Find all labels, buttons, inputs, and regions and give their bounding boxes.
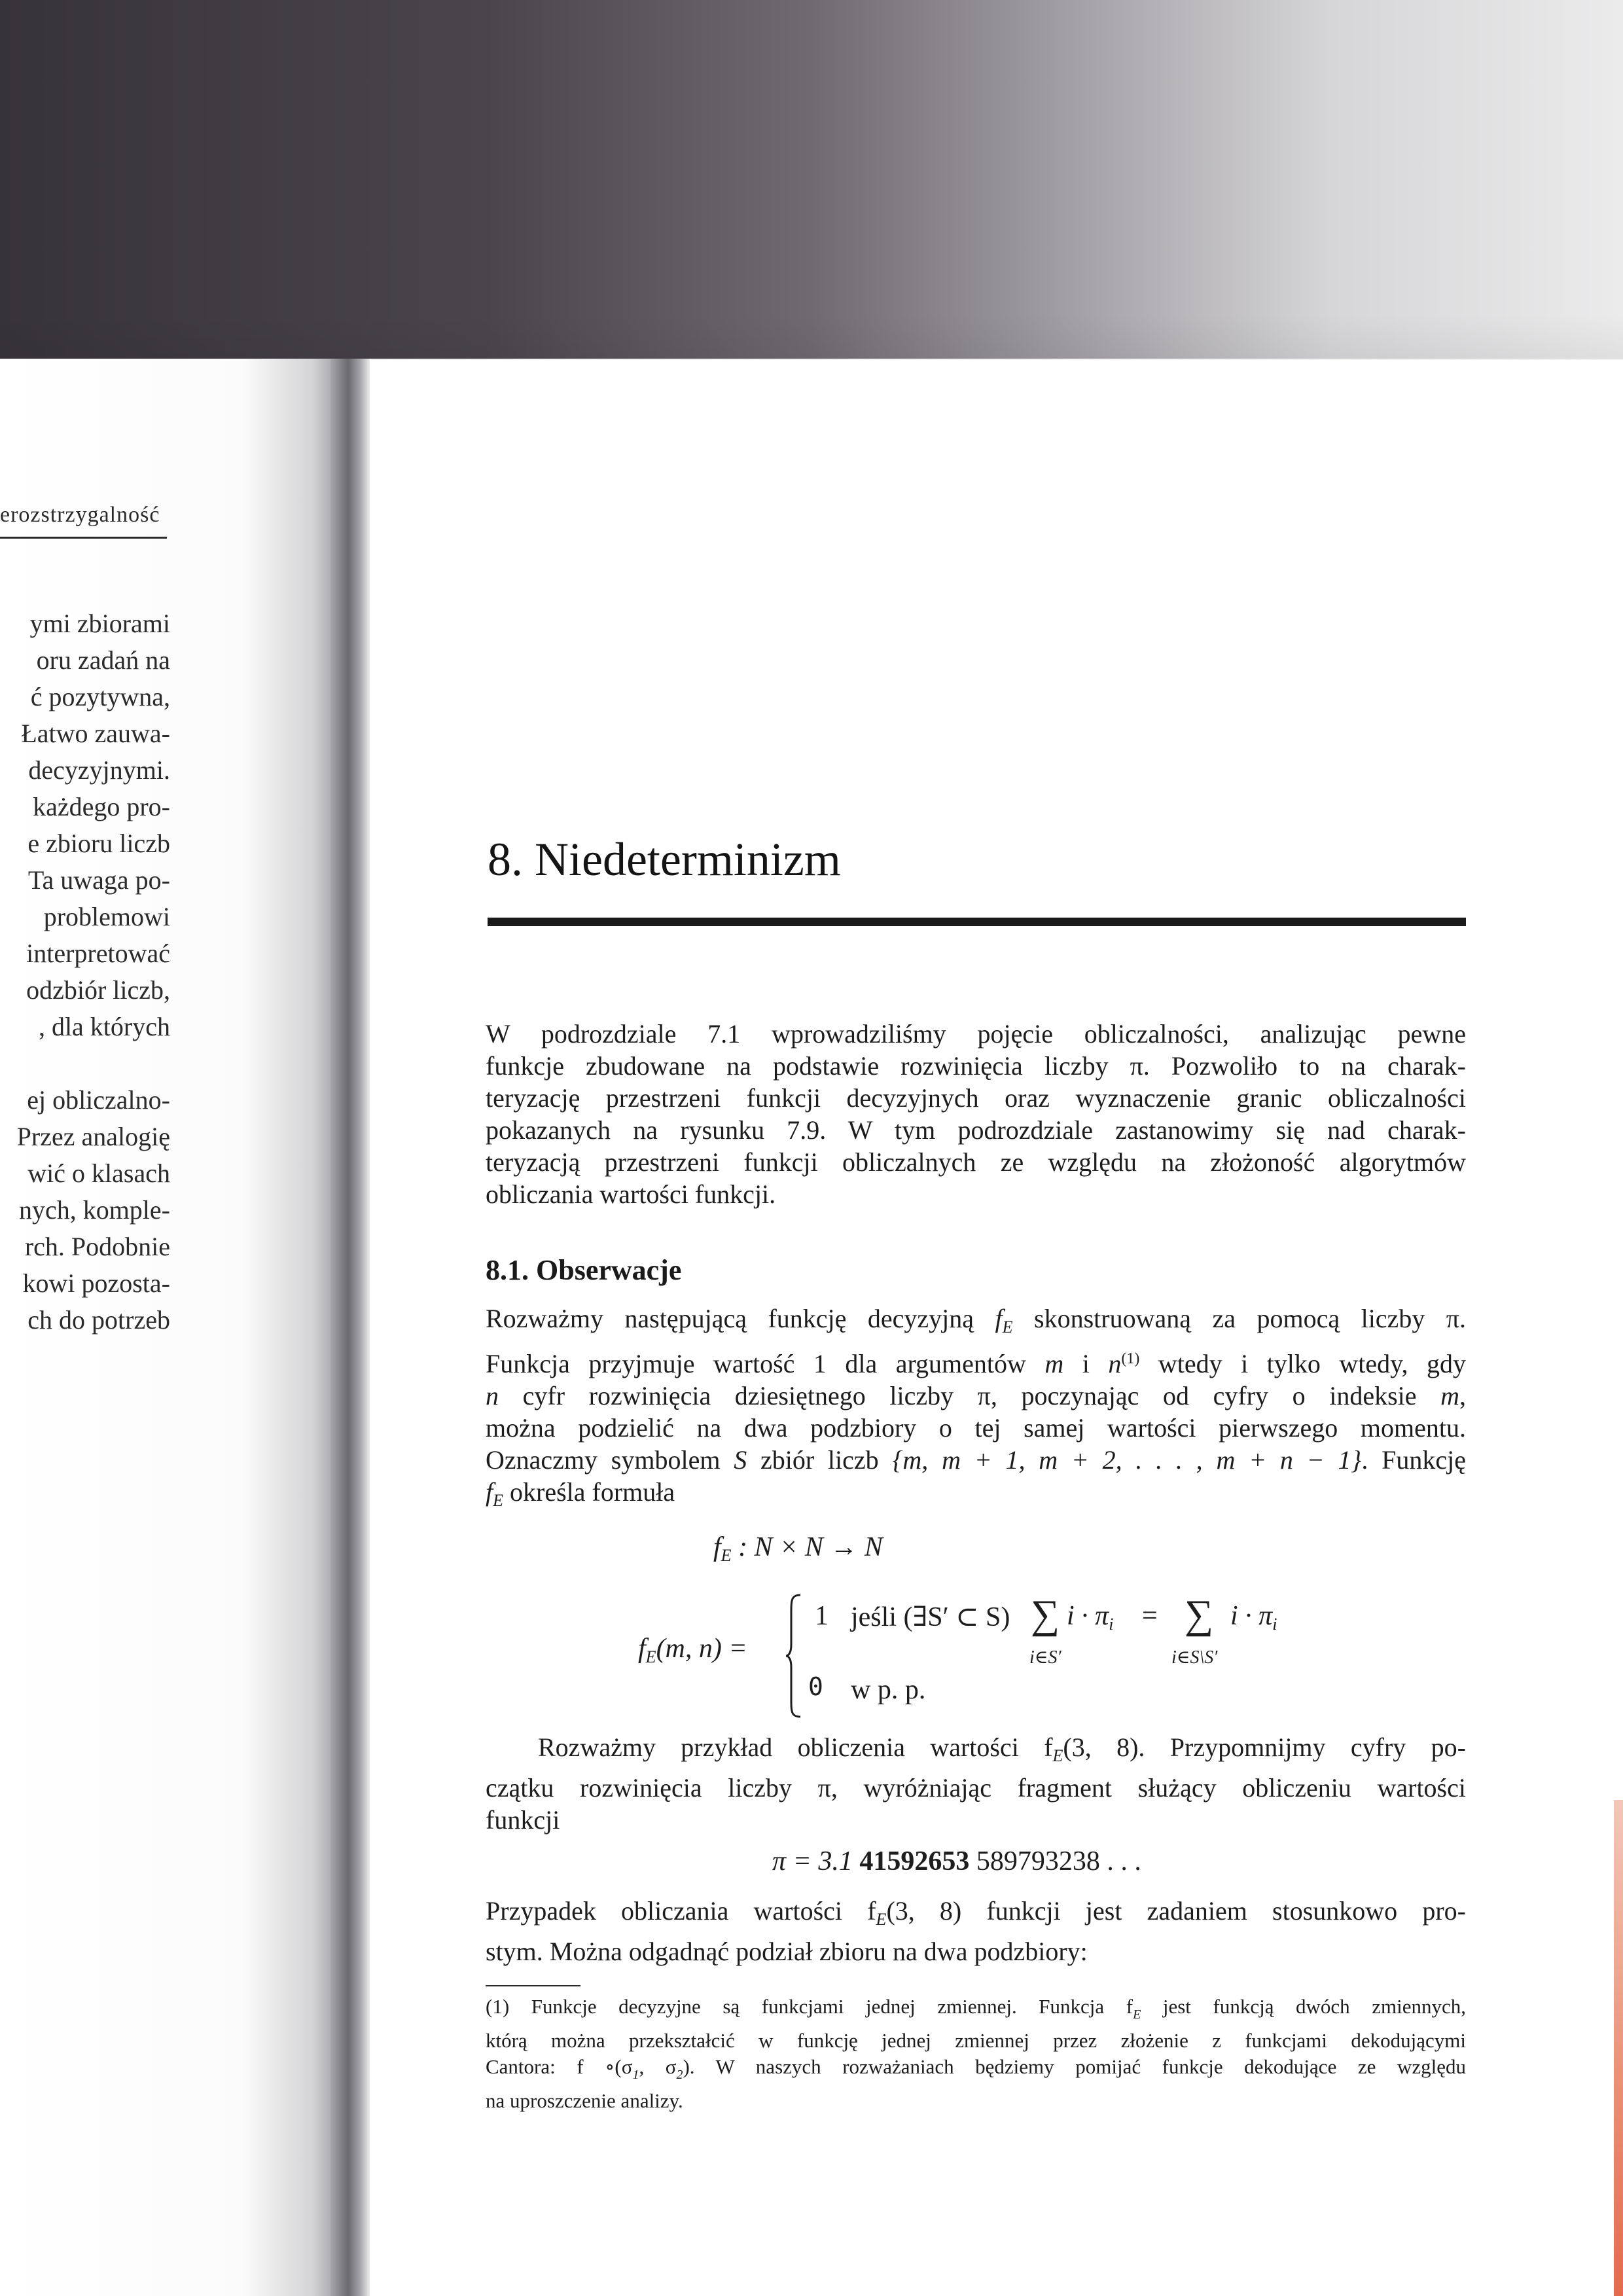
mapping-line xyxy=(713,1532,883,1566)
chapter-title: 8. Niedeterminizm xyxy=(488,833,841,886)
para2-line-2: czątku rozwinięcia liczby π, wyróżniając fragment służący obliczeniu wartości xyxy=(486,1773,1466,1803)
para1-line-6 xyxy=(486,1476,1466,1516)
math-m: m xyxy=(1044,1349,1064,1378)
footnote xyxy=(486,1994,1466,2114)
section-paragraph-2 xyxy=(486,1731,1466,1836)
para1-line-5 xyxy=(486,1444,1466,1476)
math-mapping: : N × N → N xyxy=(738,1532,883,1562)
left-page-text xyxy=(0,605,170,1338)
pi-highlighted-digits: 41592653 xyxy=(859,1846,970,1876)
para1-line-3: n cyfr rozwinięcia dziesiętnego liczby π, poczynając od cyfry o indeksie m, xyxy=(486,1381,1467,1410)
math-n: n xyxy=(1108,1349,1122,1378)
left-line: ch do potrzeb xyxy=(27,1305,170,1335)
math-sub-e: E xyxy=(1002,1318,1013,1336)
text-run: (3, 8). Przypomnijmy cyfry po- xyxy=(1063,1732,1466,1762)
text-run: , σ xyxy=(639,2055,677,2078)
text-run: ). W naszych rozważaniach będziemy pomijać funkcje dekodujące ze względu xyxy=(683,2055,1466,2078)
left-running-header: erozstrzygalność xyxy=(0,503,160,527)
footnote-line-3 xyxy=(486,2054,1466,2088)
text-run: jest funkcją dwóch zmiennych, xyxy=(1141,1995,1466,2018)
left-line: rch. Podobnie xyxy=(24,1232,170,1261)
math-sub-1: 1 xyxy=(632,2068,639,2082)
case-zero-value: 0 xyxy=(808,1672,823,1701)
para2-line-3: funkcji xyxy=(486,1805,560,1835)
footnote-rule xyxy=(486,1985,580,1986)
left-line: każdego pro- xyxy=(33,792,170,821)
math-f: f xyxy=(713,1532,721,1562)
footnote-marker: (1) xyxy=(1121,1350,1140,1367)
intro-line: teryzacją przestrzeni funkcji obliczalnych ze względu na złożoność algorytmów xyxy=(486,1147,1466,1177)
left-header-rule xyxy=(0,537,167,539)
section-title: 8.1. Obserwacje xyxy=(486,1254,682,1286)
sum-term-1 xyxy=(1067,1600,1113,1634)
math-set: {m, m + 1, m + 2, . . . , m + n − 1} xyxy=(892,1445,1362,1475)
math-sub-e: E xyxy=(721,1546,732,1565)
left-line-blank xyxy=(0,1045,170,1082)
intro-line: W podrozdziale 7.1 wprowadziliśmy pojęcie obliczalności, analizując pewne xyxy=(486,1019,1466,1049)
para2-line-1 xyxy=(486,1731,1466,1772)
case-one-condition: jeśli (∃S′ ⊂ S) xyxy=(851,1602,1010,1632)
text-run: wtedy i tylko wtedy, gdy xyxy=(1139,1349,1467,1378)
text-run: cyfr rozwinięcia dziesiętnego liczby π, poczynając od cyfry o indeksie xyxy=(522,1381,1417,1410)
text-run: Przypadek obliczania wartości f xyxy=(486,1896,876,1926)
math-sub-e: E xyxy=(876,1910,887,1929)
math-term: i · π xyxy=(1067,1601,1109,1631)
equals-sign: = xyxy=(1142,1601,1158,1631)
math-n: n xyxy=(486,1381,499,1410)
math-sub-e: E xyxy=(1133,2007,1141,2022)
pi-expansion xyxy=(772,1846,1141,1877)
para1-line-4: można podzielić na dwa podzbiory o tej samej wartości pierwszego momentu. xyxy=(486,1413,1466,1443)
left-brace xyxy=(785,1594,802,1718)
sum-term-2 xyxy=(1230,1600,1277,1634)
text-run: i xyxy=(1063,1349,1109,1378)
left-line: kowi pozosta- xyxy=(22,1268,170,1298)
left-line: ej obliczalno- xyxy=(27,1085,170,1115)
book-gutter xyxy=(330,359,370,2296)
text-run: (1) Funkcje decyzyjne są funkcjami jednej zmiennej. Funkcja f xyxy=(486,1995,1133,2018)
para1-line-1 xyxy=(486,1302,1466,1343)
intro-line: obliczania wartości funkcji. xyxy=(486,1179,776,1209)
pi-prefix: π = 3.1 xyxy=(772,1846,860,1876)
case-zero-condition: w p. p. xyxy=(851,1675,926,1705)
left-line: ć pozytywna, xyxy=(30,682,170,711)
footnote-line-1 xyxy=(486,1994,1466,2028)
left-line: problemowi xyxy=(43,902,170,931)
para3-line-1 xyxy=(486,1895,1466,1935)
footnote-line-2: którą można przekształcić w funkcję jednej zmiennej przez złożenie z funkcjami dekodującymi xyxy=(486,2029,1466,2052)
para1-line-2 xyxy=(486,1343,1466,1380)
sum-1-index: i∈S′ xyxy=(1029,1647,1061,1668)
math-m: m xyxy=(1440,1381,1460,1410)
math-sub-e: E xyxy=(1052,1746,1063,1765)
text-run: (3, 8) funkcji jest zadaniem stosunkowo pro- xyxy=(886,1896,1466,1926)
para3-line-2: stym. Można odgadnąć podział zbioru na dwa podzbiory: xyxy=(486,1937,1088,1966)
left-line: Przez analogię xyxy=(16,1122,170,1151)
left-line: nych, komple- xyxy=(18,1195,170,1225)
section-paragraph-3 xyxy=(486,1895,1466,1967)
definition-formula xyxy=(618,1532,1338,1734)
math-term: i · π xyxy=(1230,1601,1273,1631)
section-paragraph-1 xyxy=(486,1302,1466,1516)
left-line: decyzyjnymi. xyxy=(28,755,170,785)
math-f: f xyxy=(486,1477,493,1507)
text-run: Oznaczmy symbolem xyxy=(486,1445,734,1475)
left-line: ymi zbiorami xyxy=(29,609,170,638)
left-line: wić o klasach xyxy=(27,1158,170,1188)
math-lhs: (m, n) = xyxy=(656,1634,747,1664)
sum-symbol-2: ∑ xyxy=(1185,1592,1214,1637)
left-line: Łatwo zauwa- xyxy=(21,719,170,748)
intro-paragraph xyxy=(486,1018,1466,1210)
left-line: odzbiór liczb, xyxy=(26,975,170,1005)
left-line: Ta uwaga po- xyxy=(27,865,170,895)
intro-line: pokazanych na rysunku 7.9. W tym podrozdziale zastanowimy się nad charak- xyxy=(486,1115,1466,1145)
footnote-line-4: na uproszczenie analizy. xyxy=(486,2089,683,2112)
text-run: określa formuła xyxy=(503,1477,675,1507)
text-run: Rozważmy następującą funkcję decyzyjną xyxy=(486,1304,995,1333)
left-line: e zbioru liczb xyxy=(27,829,170,858)
math-sub-e: E xyxy=(645,1647,656,1666)
case-one-value: 1 xyxy=(815,1601,829,1631)
sum-symbol-1: ∑ xyxy=(1031,1592,1060,1637)
formula-lhs xyxy=(638,1633,747,1667)
text-run: skonstruowaną za pomocą liczby π. xyxy=(1012,1304,1466,1333)
math-sub-2: 2 xyxy=(676,2068,683,2082)
intro-line: teryzację przestrzeni funkcji decyzyjnych oraz wyznaczenie granic obliczalności xyxy=(486,1083,1466,1113)
pi-suffix: 589793238 . . . xyxy=(969,1846,1141,1876)
text-run: Rozważmy przykład obliczenia wartości f xyxy=(538,1732,1053,1762)
left-line: interpretować xyxy=(26,939,170,968)
page-edge-stain xyxy=(1614,1800,1623,2296)
math-sub-i: i xyxy=(1109,1615,1114,1634)
text-run: . Funkcję xyxy=(1361,1445,1466,1475)
left-line: oru zadań na xyxy=(36,645,170,675)
scanner-shadow-edge xyxy=(0,314,1623,360)
text-run: Funkcja przyjmuje wartość 1 dla argumentów xyxy=(486,1349,1045,1378)
math-f: f xyxy=(638,1634,646,1664)
math-f: f xyxy=(995,1304,1003,1333)
text-run: Cantora: f ∘(σ xyxy=(486,2055,633,2078)
sum-2-index: i∈S\S′ xyxy=(1171,1647,1218,1668)
math-sub-i: i xyxy=(1272,1615,1277,1634)
intro-line: funkcje zbudowane na podstawie rozwinięcia liczby π. Pozwoliło to na charak- xyxy=(486,1051,1466,1081)
math-sub-e: E xyxy=(493,1491,504,1510)
scanner-shadow xyxy=(0,0,1623,359)
chapter-title-rule xyxy=(488,918,1466,926)
text-run: zbiór liczb xyxy=(747,1445,893,1475)
left-line: , dla których xyxy=(38,1012,170,1041)
math-s: S xyxy=(734,1445,747,1475)
